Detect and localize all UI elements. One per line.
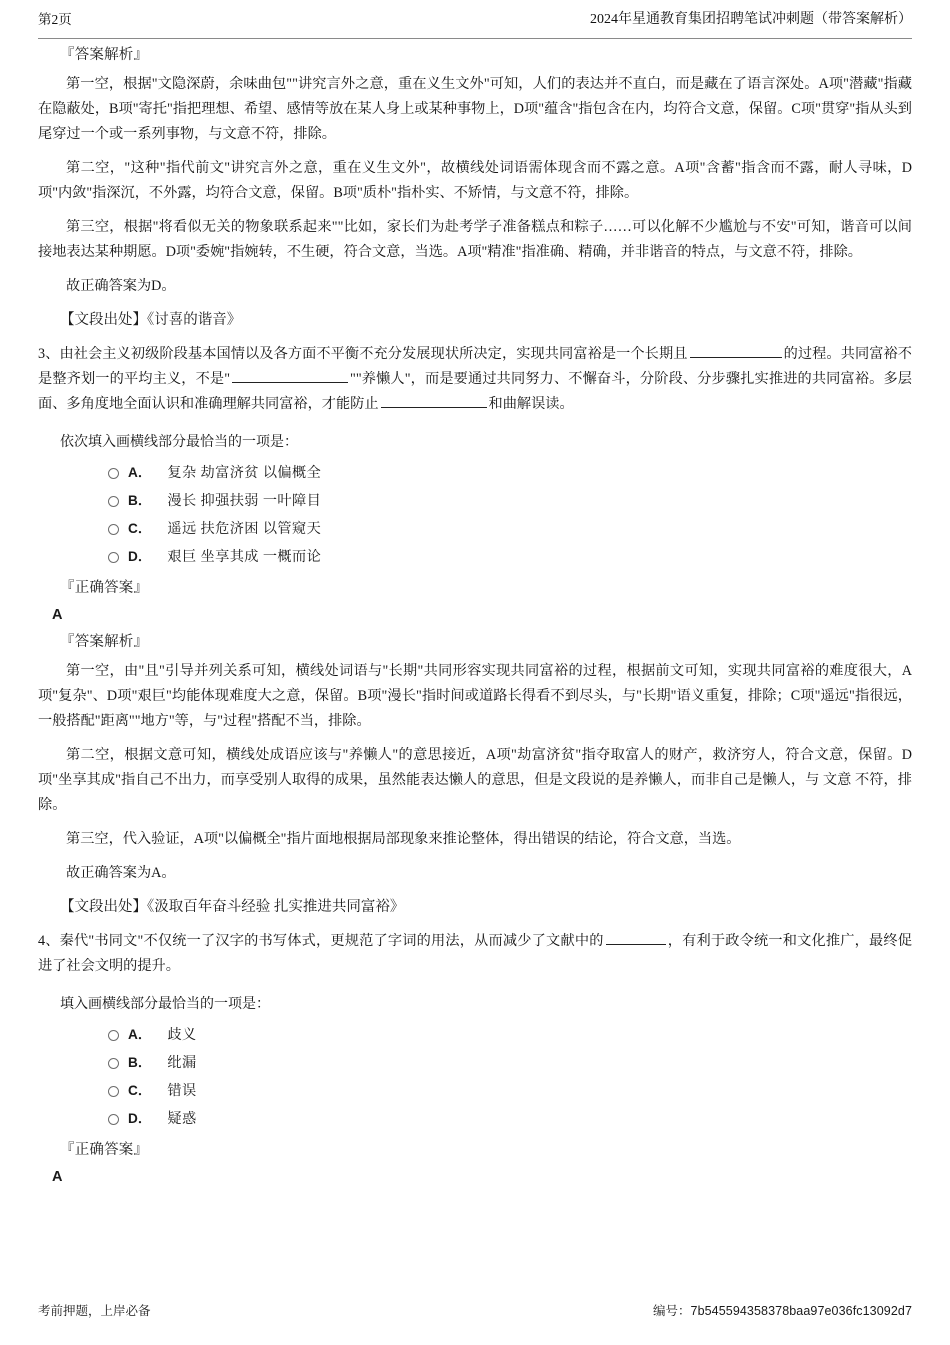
option-key: C． — [128, 1083, 152, 1098]
option-c[interactable] — [108, 1081, 912, 1101]
radio-button-icon[interactable] — [108, 552, 119, 563]
radio-button-icon[interactable] — [108, 1114, 119, 1125]
q2-explanation-label: 『答案解析』 — [60, 47, 149, 63]
q3-stem-part-4: 和曲解误读。 — [488, 396, 574, 412]
option-key: D． — [128, 549, 152, 564]
option-label: 复杂 劫富济贫 以偏概全 — [167, 465, 322, 481]
option-key: C． — [128, 521, 152, 536]
footer-serial-code: 7b545594358378baa97e036fc13092d7 — [690, 1304, 912, 1318]
option-c[interactable] — [108, 519, 912, 539]
q3-answer-value: A — [52, 607, 63, 623]
q3-explanation-para-1: 第一空，由"且"引导并列关系可知，横线处词语与"长期"共同形容实现共同富裕的过程，根据前文可知，实现共同富裕的难度很大，A项"复杂"、D项"艰巨"均能体现难度大之意，保留。B项"漫长"指时间或道路长得看不到尽头，与"长期"语义重复，排除；C项"遥远"指很远，一般搭配"距离""地方"等，与"过程"搭配不当，排除。 — [38, 663, 912, 729]
q3-explanation-para-3: 第三空，代入验证，A项"以偏概全"指片面地根据局部现象来推论整体，得出错误的结论，符合文意，当选。 — [66, 831, 741, 847]
option-key: A． — [128, 1027, 152, 1042]
q2-explanation-para-3: 第三空，根据"将看似无关的物象联系起来""比如，家长们为赴考学子准备糕点和粽子……可以化解不少尴尬与不安"可知，谐音可以间接地表达某种期愿。D项"委婉"指婉转，不生硬，符合文意，当选。A项"精准"指准确、精确，并非谐音的特点，与文意不符，排除。 — [38, 219, 912, 260]
option-d[interactable] — [108, 1109, 912, 1129]
option-key: B． — [128, 1055, 152, 1070]
radio-button-icon[interactable] — [108, 524, 119, 535]
question-3-stem — [38, 342, 912, 417]
q4-stem-part-2: ，有利于政令统一和文化推广，最终促进了社会文明的提升。 — [38, 933, 912, 974]
page-number-label: 第2页 — [38, 12, 72, 27]
option-label: 歧义 — [167, 1027, 197, 1043]
footer-serial-label: 编号： — [653, 1304, 691, 1318]
option-b[interactable] — [108, 1053, 912, 1073]
document-title: 2024年星通教育集团招聘笔试冲刺题（带答案解析） — [590, 12, 912, 27]
q3-blank-2 — [232, 367, 348, 383]
option-label: 疑惑 — [167, 1111, 197, 1127]
option-b[interactable] — [108, 491, 912, 511]
page-header — [38, 10, 912, 39]
option-label: 漫长 抑强扶弱 一叶障目 — [167, 493, 322, 509]
q4-answer-value: A — [52, 1169, 63, 1185]
document-content — [38, 44, 912, 1196]
q3-source-line: 【文段出处】《汲取百年奋斗经验 扎实推进共同富裕》 — [60, 899, 405, 915]
option-key: D． — [128, 1111, 152, 1126]
radio-button-icon[interactable] — [108, 1058, 119, 1069]
option-key: B． — [128, 493, 152, 508]
q2-explanation-para-1: 第一空，根据"文隐深蔚，余味曲包""讲究言外之意，重在义生文外"可知，人们的表达并不直白，而是藏在了语言深处。A项"潜藏"指藏在隐蔽处，B项"寄托"指把理想、希望、感情等放在某人身上或某种事物上，D项"蕴含"指包含在内，均符合文意，保留。C项"贯穿"指从头到尾穿过一个或一系列事物，与文意不符，排除。 — [38, 76, 912, 142]
question-4-prompt: 填入画横线部分最恰当的一项是： — [60, 997, 270, 1012]
q2-explanation-para-4: 故正确答案为D。 — [66, 278, 176, 294]
q2-source-line: 【文段出处】《讨喜的谐音》 — [60, 312, 242, 328]
question-3-options — [38, 463, 912, 567]
q2-explanation-para-2: 第二空，"这种"指代前文"讲究言外之意，重在义生文外"，故横线处词语需体现含而不露之意。A项"含蓄"指含而不露，耐人寻味，D项"内敛"指深沉，不外露，均符合文意，保留。B项"质朴"指朴实、不矫情，与文意不符，排除。 — [38, 160, 912, 201]
page-footer — [38, 1301, 912, 1319]
option-label: 遥远 扶危济困 以管窥天 — [167, 521, 322, 537]
q3-blank-1 — [690, 342, 782, 358]
q4-blank-1 — [606, 929, 666, 945]
q2-explanation-block — [38, 44, 912, 332]
option-d[interactable] — [108, 547, 912, 567]
q3-stem-part-2: 的过程。共同富裕不是整齐划一的平均主义，不是" — [38, 346, 912, 387]
question-4-stem — [38, 929, 912, 979]
radio-button-icon[interactable] — [108, 468, 119, 479]
question-4-options — [38, 1025, 912, 1129]
q3-explanation-label: 『答案解析』 — [60, 634, 149, 650]
radio-button-icon[interactable] — [108, 1030, 119, 1041]
q4-answer-label: 『正确答案』 — [60, 1142, 149, 1158]
q3-blank-3 — [381, 392, 487, 408]
option-a[interactable] — [108, 1025, 912, 1045]
footer-slogan: 考前押题，上岸必备 — [38, 1304, 151, 1318]
question-3-block — [38, 342, 912, 919]
radio-button-icon[interactable] — [108, 496, 119, 507]
footer-serial — [653, 1301, 912, 1319]
option-a[interactable] — [108, 463, 912, 483]
question-3-prompt: 依次填入画横线部分最恰当的一项是： — [60, 435, 298, 450]
question-4-block — [38, 929, 912, 1187]
option-key: A． — [128, 465, 152, 480]
q3-stem-part-3: ""养懒人"，而是要通过共同努力、不懈奋斗，分阶段、分步骤扎实推进的共同富裕。多层面、多角度地全面认识和准确理解共同富裕，才能防止 — [38, 371, 912, 412]
option-label: 艰巨 坐享其成 一概而论 — [167, 549, 322, 565]
q3-explanation-para-4: 故正确答案为A。 — [66, 865, 176, 881]
q3-stem-part-1: 3、由社会主义初级阶段基本国情以及各方面不平衡不充分发展现状所决定，实现共同富裕是一个长期且 — [38, 346, 688, 362]
option-label: 纰漏 — [167, 1055, 197, 1071]
q3-explanation-para-2: 第二空，根据文意可知，横线处成语应该与"养懒人"的意思接近，A项"劫富济贫"指夺取富人的财产，救济穷人，符合文意，保留。D项"坐享其成"指自己不出力，而享受别人取得的成果，虽然能表达懒人的意思，但是文段说的是养懒人，而非自己是懒人，与 文意 不符，排除。 — [38, 747, 912, 813]
option-label: 错误 — [167, 1083, 197, 1099]
q4-stem-part-1: 4、秦代"书同文"不仅统一了汉字的书写体式，更规范了字词的用法，从而减少了文献中的 — [38, 933, 604, 949]
q3-answer-label: 『正确答案』 — [60, 580, 149, 596]
radio-button-icon[interactable] — [108, 1086, 119, 1097]
